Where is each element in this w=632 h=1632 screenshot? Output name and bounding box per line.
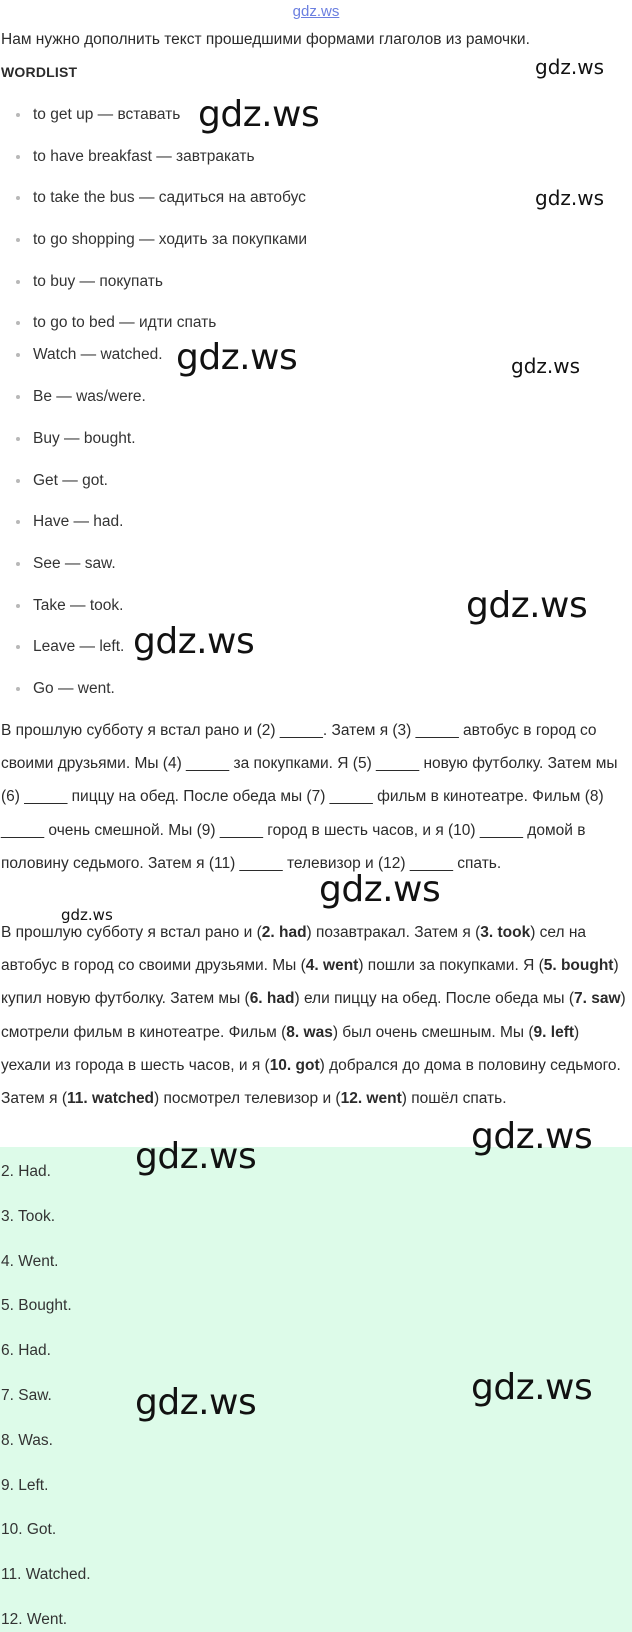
bullet-icon [16,113,20,117]
translation-segment: ) посмотрел телевизор и ( [154,1090,341,1108]
translation-segment: ) позавтракал. Затем я ( [306,924,481,941]
bullet-icon [16,353,20,357]
wordlist-item-text: Take — took. [33,597,124,614]
bullet-icon [16,321,20,325]
bullet-icon [16,196,20,200]
answer-item: 9. Left. [1,1476,49,1494]
translation-segment: ) пошёл спать. [401,1090,507,1108]
answer-item: 10. Got. [1,1521,57,1539]
answer-highlight: 12. went [340,1090,402,1108]
translation-segment: ) уехали из города в шесть часов, и я ( [1,1023,580,1074]
wordlist-item-text: Buy — bought. [33,430,136,447]
bullet-icon [16,604,20,608]
translation-segment: ) сел на автобус в город со своими друзьями. Мы ( [1,924,587,975]
bullet-icon [16,479,20,483]
bullet-icon [16,280,20,284]
answer-item: 5. Bought. [1,1297,72,1315]
wordlist-item [0,554,116,574]
answer-highlight: 6. had [249,990,295,1008]
site-link[interactable]: gdz.ws [292,3,340,20]
wordlist-item [0,679,115,699]
wordlist-item-text: Have — had. [33,513,124,530]
wordlist-item-text: Be — was/were. [33,388,146,405]
wordlist-item [0,230,307,250]
wordlist-item-text: to buy — покупать [33,273,163,290]
wordlist-item-text: to get up — вставать [33,106,181,123]
answer-highlight: 10. got [269,1056,320,1074]
bullet-icon [16,520,20,524]
bullet-icon [16,395,20,399]
bullet-icon [16,238,20,242]
translation-segment: ) смотрели фильм в кинотеатре. Фильм ( [1,990,626,1041]
answer-highlight: 5. bought [543,957,614,975]
wordlist-title: WORDLIST [1,64,78,80]
wordlist-item [0,272,163,292]
watermark: gdz.ws [511,354,581,378]
answer-highlight: 8. was [286,1023,333,1041]
wordlist-item [0,387,146,407]
answer-highlight: 9. left [533,1023,575,1041]
translation-segment: ) добрался до дома в половину седьмого. Затем я ( [1,1056,621,1108]
answer-item: 12. Went. [1,1611,68,1628]
answer-item: 11. Watched. [1,1566,91,1584]
watermark: gdz.ws [535,186,605,210]
wordlist-item [0,471,108,491]
watermark: gdz.ws [535,55,605,79]
wordlist-item-text: to have breakfast — завтракать [33,148,255,165]
translation-segment: ) купил новую футболку. Затем мы ( [1,957,619,1008]
answer-highlight: 4. went [305,957,359,975]
wordlist-item-text: Leave — left. [33,638,125,655]
wordlist-item-text: Watch — watched. [33,346,163,363]
watermark: gdz.ws [135,1382,257,1423]
watermark: gdz.ws [61,906,113,924]
watermark: gdz.ws [319,869,441,910]
wordlist-item [0,188,306,208]
translation-segment: ) пошли за покупками. Я ( [358,957,544,975]
bullet-icon [16,687,20,691]
answer-highlight: 7. saw [574,990,621,1008]
wordlist-item [0,596,123,616]
answer-item: 6. Had. [1,1342,51,1360]
watermark: gdz.ws [135,1136,257,1177]
bullet-icon [16,437,20,441]
answer-highlight: 3. took [480,924,531,941]
wordlist-item-text: Get — got. [33,472,108,489]
wordlist-item [0,512,123,532]
wordlist-item-text: to go to bed — идти спать [33,314,217,331]
translation-segment: ) был очень смешным. Мы ( [332,1023,534,1041]
watermark: gdz.ws [133,621,255,662]
wordlist-item [0,637,124,657]
wordlist-item-text: Go — went. [33,680,115,697]
answer-item: 7. Saw. [1,1387,52,1404]
intro-text: Нам нужно дополнить текст прошедшими формами глаголов из рамочки. [1,31,530,48]
bullet-icon [16,645,20,649]
answer-highlight: 11. watched [67,1090,155,1108]
answer-item: 3. Took. [1,1207,56,1225]
wordlist-item-text: See — saw. [33,555,116,572]
answer-item: 8. Was. [1,1431,53,1449]
watermark: gdz.ws [198,94,320,135]
watermark: gdz.ws [471,1116,593,1157]
watermark: gdz.ws [466,585,588,626]
translation-text [1,916,629,1115]
wordlist-item [0,429,136,449]
bullet-icon [16,562,20,566]
answer-highlight: 2. had [261,924,307,941]
wordlist-item [0,313,216,333]
exercise-text: В прошлую субботу я встал рано и (2) _____. Затем я (3) _____ автобус в город со своими друзьями. Мы (4) _____ за покупками. Я (5) _____ новую футболку. Затем мы (6) _____ пиццу на обед. После обеда мы (7) _____ фильм в кинотеатре. Фильм (8) _____ очень смешной. Мы (9) _____ город в шесть часов, и я (10) _____ домой в половину седьмого. Затем я (11) _____ телевизор и (12) _____ спать. [1,722,618,872]
wordlist-item-text: to take the bus — садиться на автобус [33,189,306,206]
wordlist-item [0,147,255,167]
translation-segment: В прошлую субботу я встал рано и ( [1,924,262,941]
translation-segment: ) ели пиццу на обед. После обеда мы ( [294,990,574,1008]
wordlist-item [0,345,163,365]
wordlist-item [0,105,180,125]
watermark: gdz.ws [471,1367,593,1408]
bullet-icon [16,155,20,159]
wordlist-item-text: to go shopping — ходить за покупками [33,231,308,248]
answer-item: 2. Had. [1,1163,51,1180]
answer-item: 4. Went. [1,1252,59,1270]
watermark: gdz.ws [176,337,298,378]
